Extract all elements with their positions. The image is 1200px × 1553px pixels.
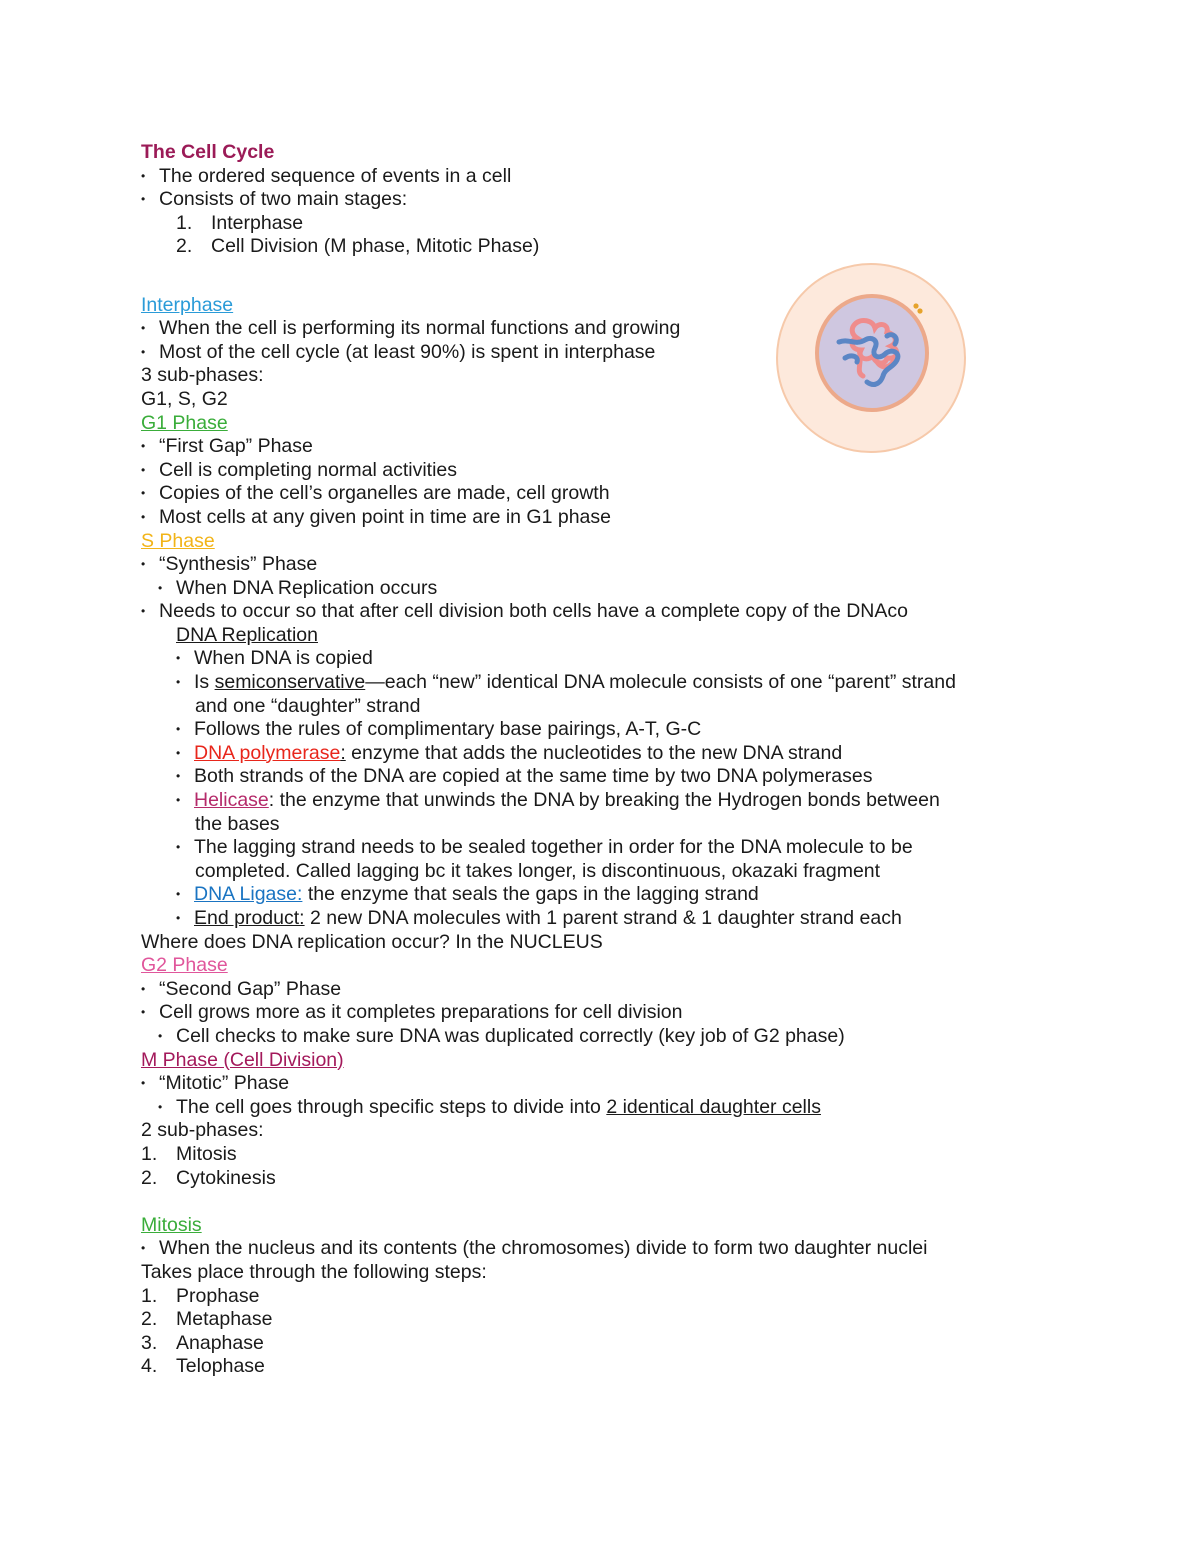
list-item: 3. Anaphase (141, 1331, 264, 1354)
list-item: • “First Gap” Phase (141, 435, 313, 458)
list-item: • Is semiconservative—each “new” identical DNA molecule consists of one “parent” strand (176, 671, 956, 694)
list-item: • DNA polymerase: enzyme that adds the nucleotides to the new DNA strand (176, 741, 843, 764)
list-item: • “Second Gap” Phase (141, 977, 342, 1000)
list-item: • The lagging strand needs to be sealed together in order for the DNA molecule to be (176, 836, 913, 859)
list-item: 2. Metaphase (141, 1308, 273, 1331)
list-item: 1. Prophase (141, 1284, 260, 1307)
list-item: 2. Cytokinesis (141, 1166, 276, 1189)
list-item: • Follows the rules of complimentary base pairings, A-T, G-C (176, 718, 702, 741)
list-item: 2. Cell Division (M phase, Mitotic Phase) (176, 235, 540, 258)
text-line: Takes place through the following steps: (141, 1260, 487, 1283)
list-item-continuation: the bases (195, 812, 280, 835)
list-item: • “Synthesis” Phase (141, 553, 318, 576)
list-item: • Most of the cell cycle (at least 90%) is spent in interphase (141, 340, 656, 363)
section-heading-interphase: Interphase (141, 293, 234, 316)
list-item-continuation: completed. Called lagging bc it takes longer, is discontinuous, okazaki fragment (195, 859, 881, 882)
list-item: 1. Interphase (176, 211, 304, 234)
list-item: • Most cells at any given point in time are in G1 phase (141, 505, 611, 528)
text-line: 3 sub-phases: (141, 364, 264, 387)
list-item: • When DNA is copied (176, 647, 373, 670)
list-item: • Consists of two main stages: (141, 188, 408, 211)
list-item: • Cell grows more as it completes preparations for cell division (141, 1001, 683, 1024)
list-item: • The ordered sequence of events in a cell (141, 164, 512, 187)
section-heading-g2: G2 Phase (141, 954, 228, 977)
section-heading-s: S Phase (141, 529, 215, 552)
list-item: • When the cell is performing its normal functions and growing (141, 317, 681, 340)
text-line: Where does DNA replication occur? In the NUCLEUS (141, 930, 603, 953)
list-item-continuation: and one “daughter” strand (195, 694, 421, 717)
list-item: • Helicase: the enzyme that unwinds the DNA by breaking the Hydrogen bonds between (176, 789, 940, 812)
text-line: 2 sub-phases: (141, 1119, 264, 1142)
list-item: • Cell checks to make sure DNA was duplicated correctly (key job of G2 phase) (158, 1024, 845, 1047)
cell-nucleus-icon (775, 262, 967, 454)
list-item: • The cell goes through specific steps to divide into 2 identical daughter cells (158, 1095, 821, 1118)
list-item: • End product: 2 new DNA molecules with 1 parent strand & 1 daughter strand each (176, 907, 902, 929)
list-item: 1. Mitosis (141, 1142, 237, 1165)
subheading-dna-replication: DNA Replication (176, 623, 318, 646)
list-item: • DNA Ligase: the enzyme that seals the gaps in the lagging strand (176, 883, 759, 906)
list-item: • When DNA Replication occurs (158, 576, 438, 599)
list-item: • Copies of the cell’s organelles are made, cell growth (141, 482, 610, 505)
section-heading-m: M Phase (Cell Division) (141, 1048, 344, 1071)
section-heading-mitosis: Mitosis (141, 1213, 202, 1236)
list-item: • Cell is completing normal activities (141, 458, 458, 481)
list-item: • When the nucleus and its contents (the chromosomes) divide to form two daughter nuclei (141, 1237, 928, 1260)
section-heading-g1: G1 Phase (141, 411, 228, 434)
list-item: • Both strands of the DNA are copied at the same time by two DNA polymerases (176, 765, 873, 788)
list-item: • “Mitotic” Phase (141, 1072, 290, 1095)
page-title: The Cell Cycle (141, 141, 275, 163)
text-line: G1, S, G2 (141, 387, 228, 410)
list-item: 4. Telophase (141, 1355, 265, 1378)
list-item: • Needs to occur so that after cell division both cells have a complete copy of the DNAco (141, 600, 908, 623)
